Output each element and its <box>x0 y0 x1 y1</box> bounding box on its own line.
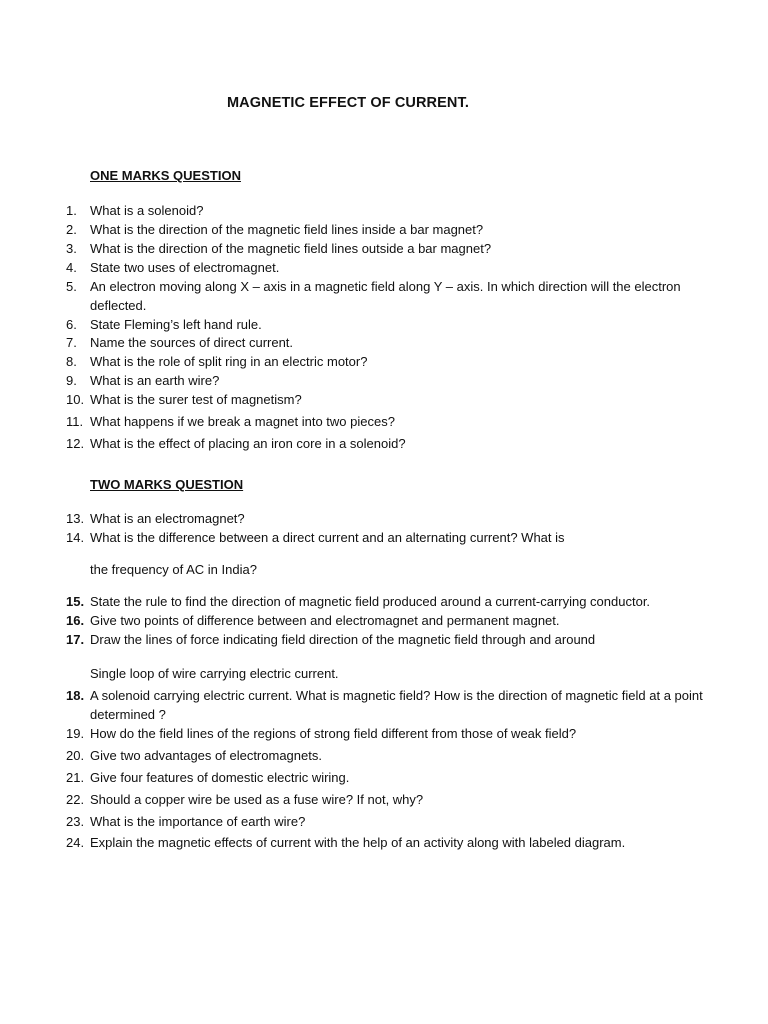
question-number: 22. <box>66 792 85 807</box>
question-item <box>66 611 706 630</box>
question-text: State the rule to find the direction of magnetic field produced around a current-carrying conductor. <box>90 594 651 609</box>
question-text: What is the effect of placing an iron core in a solenoid? <box>90 436 406 451</box>
question-item <box>66 509 706 528</box>
question-item <box>66 390 706 409</box>
question-item <box>66 768 706 787</box>
question-number: 5. <box>66 279 77 294</box>
question-text: State Fleming’s left hand rule. <box>90 317 262 332</box>
question-number: 3. <box>66 241 77 256</box>
question-number: 16. <box>66 613 85 628</box>
document-title: MAGNETIC EFFECT OF CURRENT. <box>227 95 469 111</box>
question-text: State two uses of electromagnet. <box>90 260 280 275</box>
question-text: Give two points of difference between and electromagnet and permanent magnet. <box>90 613 560 628</box>
section-heading-one-mark: ONE MARKS QUESTION <box>90 168 241 183</box>
question-text: Give four features of domestic electric wiring. <box>90 770 350 785</box>
question-text: What is the difference between a direct current and an alternating current? What is <box>90 530 565 545</box>
question-number: 15. <box>66 594 85 609</box>
question-item <box>66 220 706 239</box>
question-number: 20. <box>66 748 85 763</box>
question-continuation: the frequency of AC in India? <box>90 562 257 577</box>
question-item <box>66 333 706 352</box>
question-item <box>66 258 706 277</box>
question-text: What is an earth wire? <box>90 373 220 388</box>
question-item <box>66 746 706 765</box>
question-number: 6. <box>66 317 77 332</box>
question-text: What happens if we break a magnet into two pieces? <box>90 414 395 429</box>
question-item <box>66 277 706 315</box>
question-text: Explain the magnetic effects of current with the help of an activity along with labeled diagram. <box>90 835 626 850</box>
question-item <box>66 790 706 809</box>
question-text: How do the field lines of the regions of strong field different from those of weak field? <box>90 726 577 741</box>
question-number: 13. <box>66 511 85 526</box>
question-number: 17. <box>66 632 85 647</box>
question-number: 7. <box>66 335 77 350</box>
question-number: 24. <box>66 835 85 850</box>
question-number: 14. <box>66 530 85 545</box>
question-number: 4. <box>66 260 77 275</box>
section-heading-two-mark: TWO MARKS QUESTION <box>90 477 244 492</box>
question-number: 8. <box>66 354 77 369</box>
question-number: 23. <box>66 814 85 829</box>
question-number: 12. <box>66 436 85 451</box>
question-text: A solenoid carrying electric current. What is magnetic field? How is the direction of magnetic field at a point determined ? <box>90 688 703 722</box>
question-item <box>66 592 706 611</box>
question-text: Should a copper wire be used as a fuse wire? If not, why? <box>90 792 424 807</box>
question-number: 21. <box>66 770 85 785</box>
question-item <box>66 201 706 220</box>
question-text: Name the sources of direct current. <box>90 335 294 350</box>
question-text: An electron moving along X – axis in a magnetic field along Y – axis. In which direction will the electron deflected. <box>90 279 681 313</box>
question-continuation: Single loop of wire carrying electric current. <box>90 666 339 681</box>
question-text: What is an electromagnet? <box>90 511 245 526</box>
question-number: 11. <box>66 414 84 429</box>
question-text: What is the direction of the magnetic field lines outside a bar magnet? <box>90 241 492 256</box>
question-number: 10. <box>66 392 85 407</box>
question-item <box>66 833 706 852</box>
question-number: 9. <box>66 373 77 388</box>
question-text: Draw the lines of force indicating field direction of the magnetic field through and around <box>90 632 596 647</box>
question-text: Give two advantages of electromagnets. <box>90 748 322 763</box>
question-text: What is the role of split ring in an electric motor? <box>90 354 368 369</box>
question-item <box>66 812 706 831</box>
question-item <box>66 371 706 390</box>
question-text: What is the direction of the magnetic field lines inside a bar magnet? <box>90 222 484 237</box>
question-item <box>66 724 706 743</box>
question-item <box>66 315 706 334</box>
question-text: What is a solenoid? <box>90 203 204 218</box>
question-text: What is the importance of earth wire? <box>90 814 306 829</box>
question-item <box>66 686 706 724</box>
question-item <box>66 528 706 547</box>
question-item <box>66 352 706 371</box>
question-item <box>66 239 706 258</box>
question-number: 1. <box>66 203 77 218</box>
question-item <box>66 630 706 649</box>
question-item <box>66 412 706 431</box>
question-number: 18. <box>66 688 85 703</box>
question-number: 19. <box>66 726 85 741</box>
question-item <box>66 434 706 453</box>
question-number: 2. <box>66 222 77 237</box>
question-text: What is the surer test of magnetism? <box>90 392 302 407</box>
